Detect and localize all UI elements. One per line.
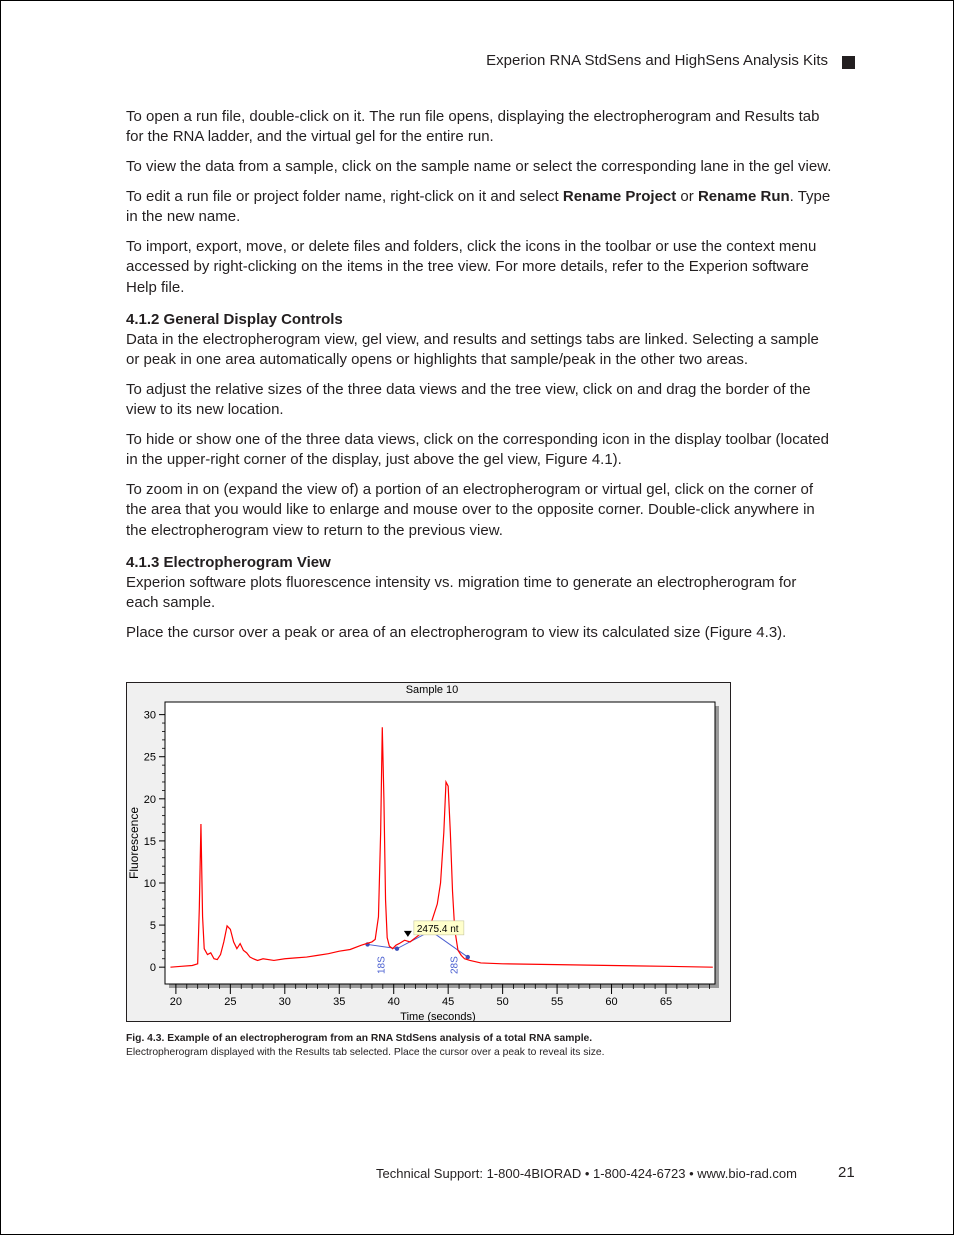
x-tick-label: 50 xyxy=(496,996,509,1008)
y-axis-label: Fluorescence xyxy=(127,806,141,880)
running-header: Experion RNA StdSens and HighSens Analysis Kits xyxy=(486,52,828,69)
rename-text-3: . Type in the new name. xyxy=(126,187,831,226)
y-tick-label: 25 xyxy=(143,751,156,764)
footer-support: Technical Support: 1-800-4BIORAD • 1-800-424-6723 • www.bio-rad.com xyxy=(376,1166,797,1181)
heading-electropherogram-view: 4.1.3 Electropherogram View xyxy=(126,554,331,572)
plot-area xyxy=(165,702,715,984)
paragraph-rename xyxy=(126,187,832,228)
paragraph-linked-views: Data in the electropherogram view, gel view, and results and settings tabs are linked. Selecting a sample or peak in one area automatically opens or highlights that sample/peak in the other two areas. xyxy=(126,330,819,369)
y-tick-label: 30 xyxy=(143,709,156,722)
electropherogram-chart[interactable] xyxy=(127,683,730,1021)
tooltip-label: 2475.4 nt xyxy=(416,923,459,935)
x-tick-label: 55 xyxy=(550,996,564,1008)
page-number: 21 xyxy=(838,1164,855,1181)
caption-text: Electropherogram displayed with the Results tab selected. Place the cursor over a peak to reveal its size. xyxy=(126,1047,605,1058)
electropherogram-figure xyxy=(126,682,731,1022)
y-tick-label: 5 xyxy=(149,920,156,933)
rename-project-label: Rename Project xyxy=(562,187,677,205)
paragraph-import-export: To import, export, move, or delete files and folders, click the icons in the toolbar or use the context menu accessed by right-clicking on the items in the tree view. For more details, refer to the Experion software Help file. xyxy=(126,237,817,296)
peak-marker-label: 18S xyxy=(376,956,388,974)
x-tick-label: 40 xyxy=(387,996,400,1008)
paragraph-cursor-peak: Place the cursor over a peak or area of an electropherogram to view its calculated size (Figure 4.3). xyxy=(126,624,787,642)
paragraph-adjust-sizes: To adjust the relative sizes of the three data views and the tree view, click on and drag the border of the view to its new location. xyxy=(126,380,811,419)
y-tick-label: 15 xyxy=(143,835,156,848)
paragraph-electropherogram: Experion software plots fluorescence intensity vs. migration time to generate an electropherogram for each sample. xyxy=(126,574,797,612)
baseline-point xyxy=(395,946,399,950)
x-tick-label: 20 xyxy=(169,996,183,1008)
heading-general-display-controls: 4.1.2 General Display Controls xyxy=(126,310,343,328)
paragraph-open-run: To open a run file, double-click on it. The run file opens, displaying the electropherogram and Results tab for the RNA ladder, and the virtual gel for the entire run. xyxy=(126,108,820,146)
y-tick-label: 10 xyxy=(143,877,156,890)
x-tick-label: 25 xyxy=(224,996,237,1008)
x-tick-label: 35 xyxy=(333,996,346,1008)
x-tick-label: 45 xyxy=(442,996,455,1008)
chart-title: Sample 10 xyxy=(405,684,459,696)
paragraph-zoom: To zoom in on (expand the view of) a portion of an electropherogram or virtual gel, click on the corner of the area that you would like to enlarge and mouse over to the opposite corner. Double-click anywhere in the electropherogram view to return to the previous view. xyxy=(126,481,815,539)
header-square-icon xyxy=(842,56,855,69)
x-tick-label: 60 xyxy=(605,996,618,1008)
caption-title: Fig. 4.3. Example of an electropherogram from an RNA StdSens analysis of a total RNA sample. xyxy=(126,1033,593,1044)
y-tick-label: 20 xyxy=(143,793,156,806)
rename-text-2: or xyxy=(676,187,698,205)
paragraph-view-sample: To view the data from a sample, click on the sample name or select the corresponding lane in the gel view. xyxy=(126,158,832,176)
x-tick-label: 30 xyxy=(278,996,291,1008)
x-tick-label: 65 xyxy=(659,996,673,1008)
main-content xyxy=(126,107,832,653)
figure-caption xyxy=(126,1032,846,1060)
rename-text-1: To edit a run file or project folder name, right-click on it and select xyxy=(126,187,563,205)
x-axis-label: Time (seconds) xyxy=(400,1011,476,1021)
peak-marker-label: 28S xyxy=(449,956,461,974)
baseline-point xyxy=(466,955,470,959)
paragraph-hide-show: To hide or show one of the three data views, click on the corresponding icon in the display toolbar (located in the upper-right corner of the display, just above the gel view, Figure 4.1). xyxy=(126,431,829,469)
y-tick-label: 0 xyxy=(149,962,156,975)
rename-run-label: Rename Run xyxy=(697,187,790,205)
